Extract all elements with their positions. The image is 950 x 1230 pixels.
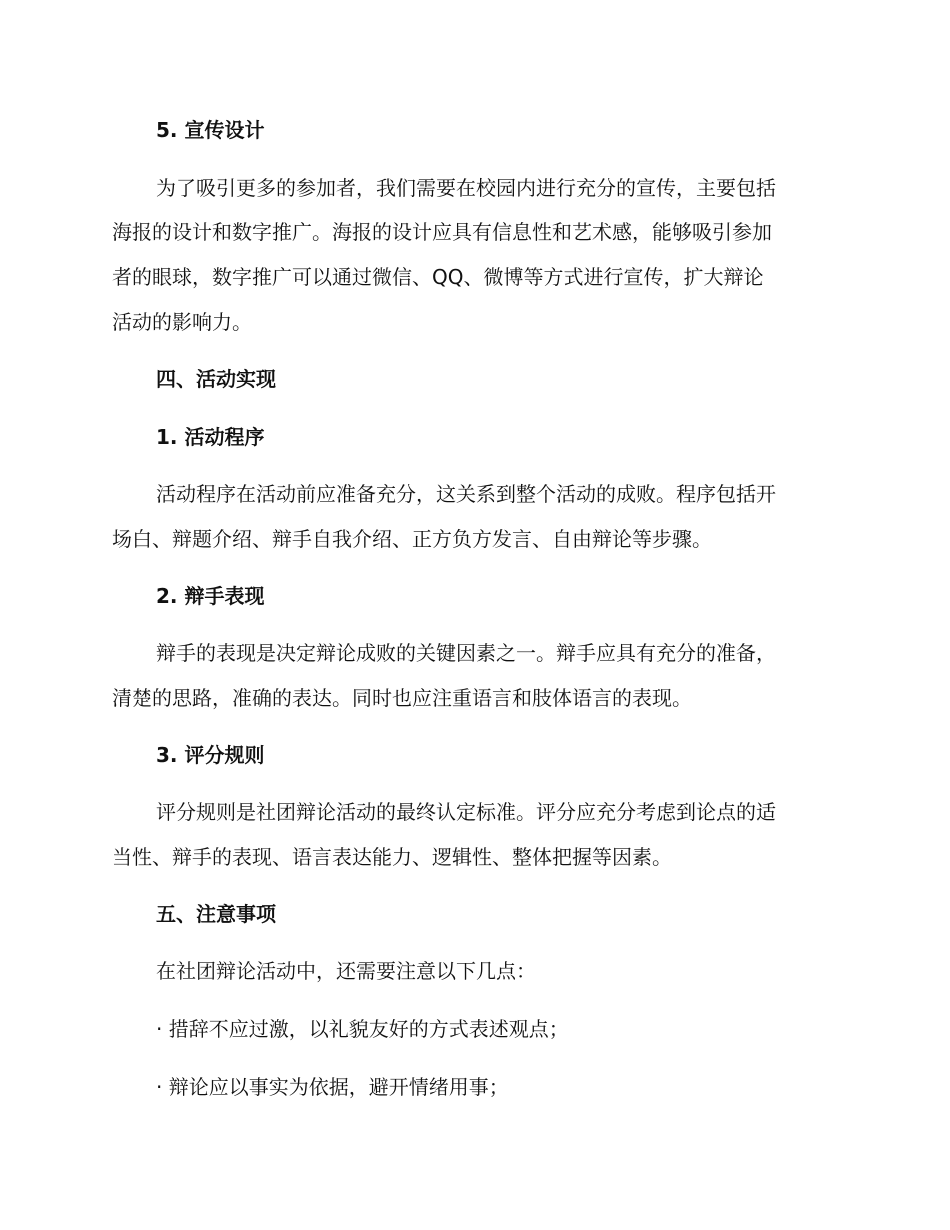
section-heading-scoring-rules: 3. 评分规则 [156,743,265,767]
paragraph-line: 在社团辩论活动中，还需要注意以下几点： [156,959,536,983]
part-heading-implementation: 四、活动实现 [156,367,276,391]
paragraph-line: 者的眼球，数字推广可以通过微信、QQ、微博等方式进行宣传，扩大辩论 [112,265,764,289]
paragraph-line: 辩手的表现是决定辩论成败的关键因素之一。辩手应具有充分的准备， [156,641,776,665]
list-item: · 辩论应以事实为依据，避开情绪用事； [156,1075,509,1099]
paragraph-line: 当性、辩手的表现、语言表达能力、逻辑性、整体把握等因素。 [112,845,672,869]
paragraph-line: 活动程序在活动前应准备充分，这关系到整个活动的成败。程序包括开 [156,482,776,506]
paragraph-line: 活动的影响力。 [112,310,252,334]
section-heading-program: 1. 活动程序 [156,425,265,449]
part-heading-precautions: 五、注意事项 [156,902,276,926]
paragraph-line: 评分规则是社团辩论活动的最终认定标准。评分应充分考虑到论点的适 [156,800,776,824]
paragraph-line: 为了吸引更多的参加者，我们需要在校园内进行充分的宣传，主要包括 [156,176,776,200]
paragraph-line: 海报的设计和数字推广。海报的设计应具有信息性和艺术感，能够吸引参加 [112,220,772,244]
section-heading-publicity: 5. 宣传设计 [156,118,265,142]
list-item: · 措辞不应过激，以礼貌友好的方式表述观点； [156,1017,569,1041]
section-heading-debater-performance: 2. 辩手表现 [156,584,265,608]
paragraph-line: 清楚的思路，准确的表达。同时也应注重语言和肢体语言的表现。 [112,686,692,710]
paragraph-line: 场白、辩题介绍、辩手自我介绍、正方负方发言、自由辩论等步骤。 [112,527,712,551]
